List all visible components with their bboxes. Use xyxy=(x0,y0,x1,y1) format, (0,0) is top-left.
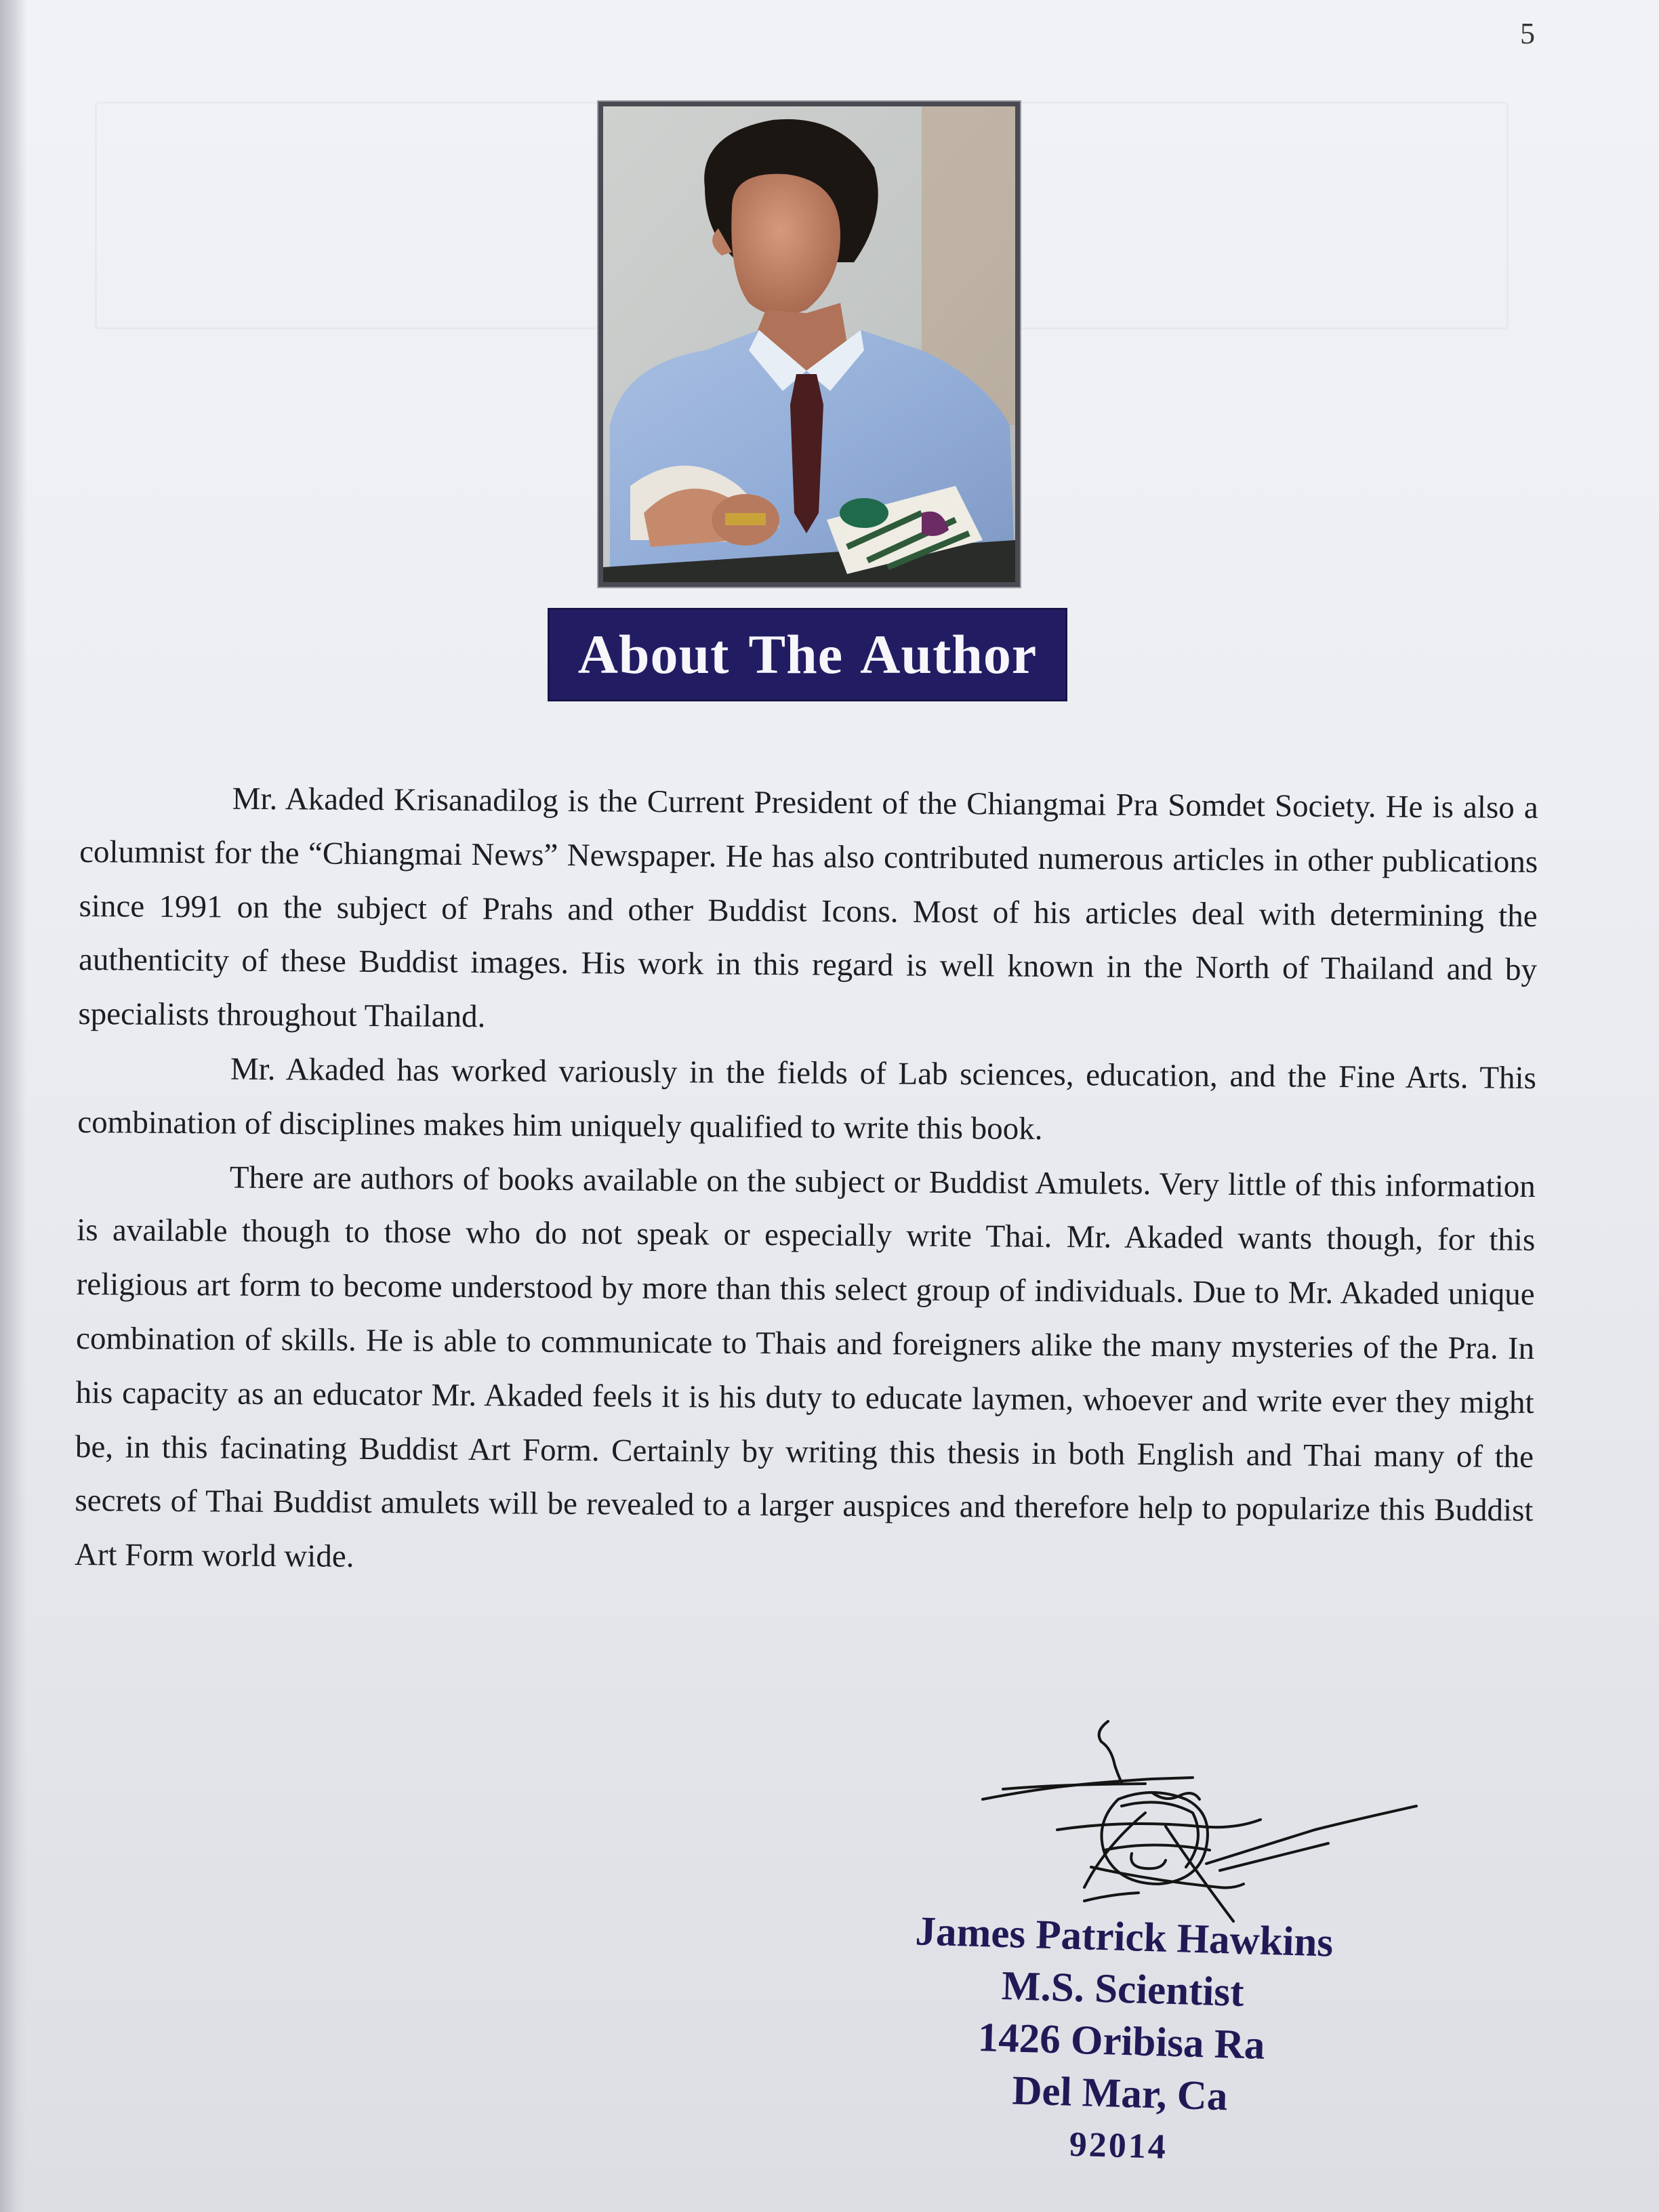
author-contact-block xyxy=(867,1904,1375,2179)
handwritten-signature xyxy=(976,1711,1423,1935)
signer-title: M.S. Scientist xyxy=(1001,1963,1245,2015)
bio-paragraph: Mr. Akaded Krisanadilog is the Current President of the Chiangmai Pra Somdet Society. He is also a columnist for the “Chiangmai News” Newspaper. He has also contributed numerous articles in other publications since 1991 on the subject of Prahs and other Buddist Icons. Most of his articles deal with determining the authenticity of these Buddist images. His work in this regard is well known in the North of Thailand and by specialists throughout Thailand. xyxy=(78,781,1538,1035)
author-photo xyxy=(598,102,1020,587)
signer-street: 1426 Oribisa Ra xyxy=(977,2015,1266,2068)
signer-zip: 92014 xyxy=(1069,2125,1168,2167)
page-number: 5 xyxy=(1520,17,1535,50)
book-spine-shadow xyxy=(0,0,27,2212)
signer-name: James Patrick Hawkins xyxy=(914,1908,1334,1966)
bio-paragraph: There are authors of books available on the subject or Buddist Amulets. Very little of this information is available though to those who do not speak or especially write Thai. Mr. Akaded wants though, for this religious art form to become understood by more than this select group of individuals. Due to Mr. Akaded unique combination of skills. He is able to communicate to Thais and foreigners alike the many mysteries of the Pra. In his capacity as an educator Mr. Akaded feels it is his duty to educate laymen, whoever and write ever they might be, in this facinating Buddist Art Form. Certainly by writing this thesis in both English and Thai many of the secrets of Thai Buddist amulets will be revealed to a larger auspices and therefore help to popularize this Buddist Art Form world wide. xyxy=(74,1160,1536,1575)
about-author-banner xyxy=(548,608,1067,701)
bio-paragraph: Mr. Akaded has worked variously in the fields of Lab sciences, education, and the Fine Arts. This combination of disciplines makes him uniquely qualified to write this book. xyxy=(77,1051,1537,1147)
page-title: About The Author xyxy=(577,623,1038,685)
signature-scribble xyxy=(976,1711,1423,1935)
author-portrait-image xyxy=(603,106,1015,582)
author-biography xyxy=(75,771,1538,1593)
signer-city: Del Mar, Ca xyxy=(1011,2068,1229,2120)
